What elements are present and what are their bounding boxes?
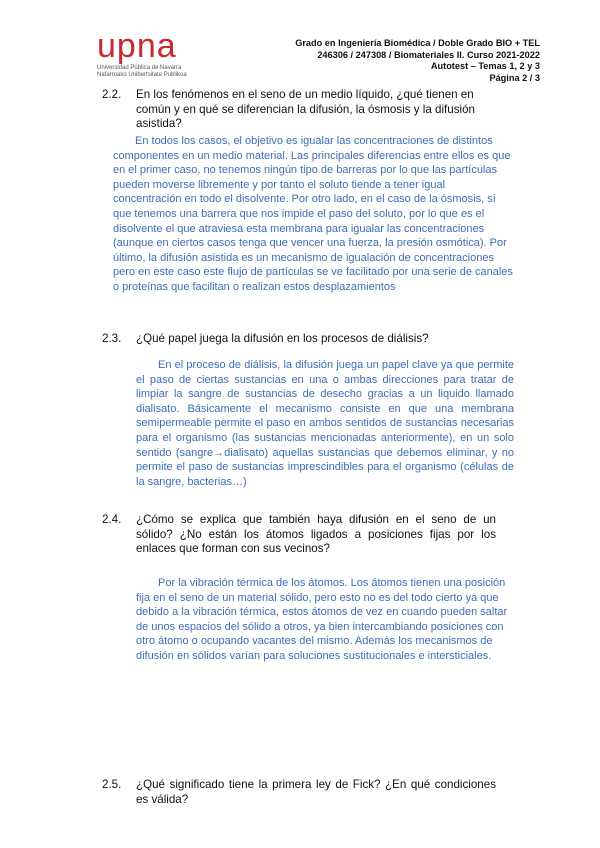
answer-2-2 [113,134,513,295]
page-header [295,38,540,84]
answer-text: En el proceso de diálisis, la difusión juega un papel clave ya que permite el paso de ciertas sustancias en una o ambas direcciones para tratar de limpiar la sangre de sustancias de desecho gracias a un liquido llamado dialisato. Básicamente el mecanismo consiste en que una membrana semipermeable permite el paso en ambos sentidos de sustancias necesarias para el organismo (las sustancias mencionadas anteriormente), en un solo sentido (sangre→dialisato) aquellas sustancias que debemos eliminar, y no permite el paso de sustancias imprescindibles para el organismo (células de la sangre, bacterias…) [136,359,514,488]
answer-2-3 [136,358,514,489]
logo-subtitle-2: Nafarroako Unibertsitate Publikoa [97,72,187,78]
header-degree: Grado en Ingeniería Biomédica / Doble Grado BIO + TEL [295,38,540,48]
answer-text: En todos los casos, el objetivo es igualar las concentraciones de distintos componentes en un medio material. Las principales diferencias entre ellos es que en el primer caso, no tenemos ningún tipo de barreras por lo que las partículas pueden moverse libremente y por tanto el soluto tiende a tener igual concentración en todo el disolvente. Por otro lado, en el caso de la ósmosis, sí que tenemos una barrera que nos impide el paso del soluto, por lo que es el disolvente el que atraviesa esta membrana para igualar las concentraciones (aunque en ciertos casos tenga que vencer una fuerza, la presión osmótica). Por último, la difusión asistida es un mecanismo de igualación de concentraciones pero en este caso este flujo de partículas se ve facilitado por una serie de canales o proteínas que facilitan o realizan estos desplazamientos [113,135,513,293]
header-test: Autotest – Temas 1, 2 y 3 [430,61,540,71]
answer-2-4 [136,576,514,664]
answer-text: Por la vibración térmica de los átomos. Los átomos tienen una posición fija en el seno de un material sólido, pero esto no es del todo cierto ya que debido a la vibración térmica, estos átomos de vez en cuando pueden saltar de unos espacios del sólido a otros, ya bien intercambiando posiciones con otro átomo o ocupando vacantes del mismo. Además los mecanismos de difusión en sólidos varían para soluciones sustitucionales e intersticiales. [136,577,508,662]
header-course: 246306 / 247308 / Biomateriales II. Curso 2021-2022 [317,49,540,60]
logo-subtitle-1: Universidad Pública de Navarra [97,65,182,71]
university-logo [97,27,207,79]
question-text: En los fenómenos en el seno de un medio líquido, ¿qué tienen en común y en qué se diferencian la difusión, la ósmosis y la difusión asistida? [136,88,475,130]
question-number: 2.4. [102,513,122,526]
header-page-number: Página 2 / 3 [489,72,540,83]
question-text: ¿Qué papel juega la difusión en los procesos de diálisis? [136,332,429,345]
question-text: ¿Cómo se explica que también haya difusión en el seno de un sólido? ¿No están los átomos ligados a posiciones fijas por los enlaces que forman con sus vecinos? [136,513,496,555]
question-number: 2.2. [102,88,122,101]
question-number: 2.3. [102,332,122,345]
question-number: 2.5. [102,778,122,791]
logo-wordmark: upna [97,27,177,65]
question-text: ¿Qué significado tiene la primera ley de Fick? ¿En qué condiciones es válida? [136,778,496,806]
